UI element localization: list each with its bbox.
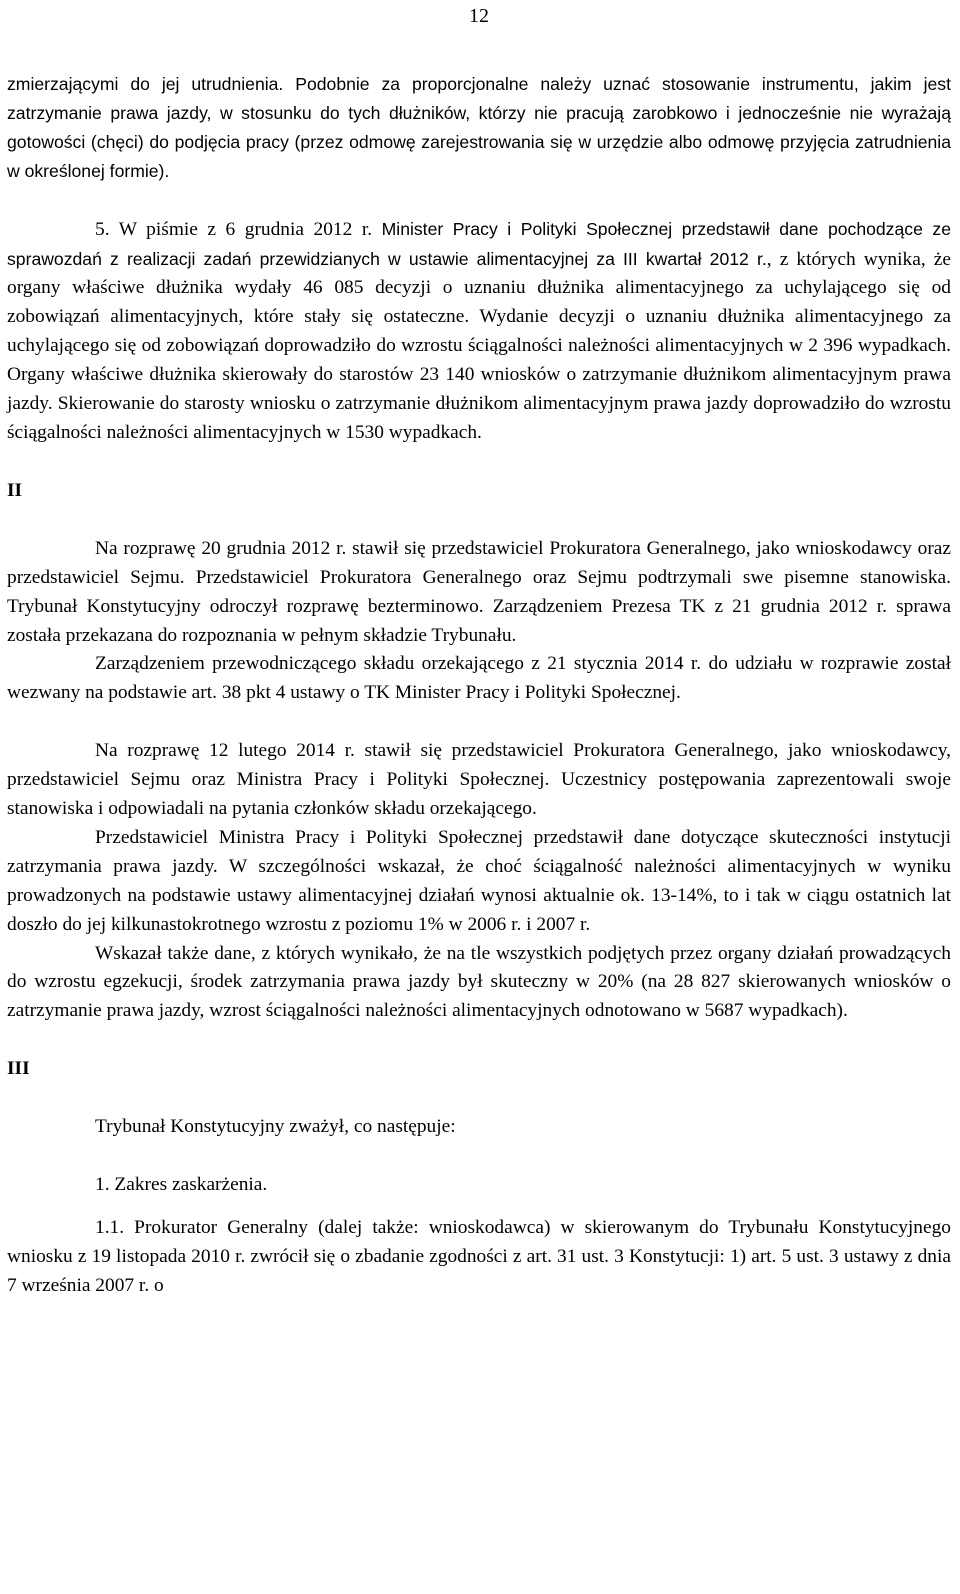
- paragraph-tribunal-considered: Trybunał Konstytucyjny zważył, co następuje:: [95, 1116, 456, 1138]
- paragraph-ministry-report: Minister Pracy i Polityki Społecznej przedstawił dane pochodzące ze sprawozdań z realizacji zadań przewidzianych w ustawie alimentacyjnej za III kwartał 2012 r.: [7, 218, 951, 269]
- paragraph-order-2014: Zarządzeniem przewodniczącego składu orzekającego z 21 stycznia 2014 r. do udziału w rozprawie został wezwany na podstawie art. 38 pkt 4 ustawy o TK Minister Pracy i Polityki Społecznej.: [7, 653, 951, 704]
- paragraph-lead-date: 5. W piśmie z 6 grudnia 2012 r.: [95, 218, 373, 240]
- subheading-scope: 1. Zakres zaskarżenia.: [95, 1174, 268, 1196]
- paragraph-hearing-2014: Na rozprawę 12 lutego 2014 r. stawił się przedstawiciel Prokuratora Generalnego, jako wnioskodawcy, przedstawiciel Sejmu oraz Ministra Pracy i Polityki Społecznej. Uczestnicy postępowania zaprezentowali swoje stanowiska i odpowiadali na pytania członków składu orzekającego.: [7, 740, 951, 820]
- paragraph-hearing-2012: Na rozprawę 20 grudnia 2012 r. stawił się przedstawiciel Prokuratora Generalnego, jako wnioskodawcy oraz przedstawiciel Sejmu. Przedstawiciel Prokuratora Generalnego oraz Sejmu podtrzymali swe pisemne stanowiska. Trybunał Konstytucyjny odroczył rozprawę bezterminowo. Zarządzeniem Prezesa TK z 21 grudnia 2012 r. sprawa została przekazana do rozpoznania w pełnym składzie Trybunału.: [7, 537, 951, 646]
- paragraph-minister-data: Przedstawiciel Ministra Pracy i Polityki Społecznej przedstawił dane dotyczące skuteczności instytucji zatrzymania prawa jazdy. W szczególności wskazał, że choć ściągalność należności alimentacyjnych w wyniku prowadzonych na podstawie ustawy alimentacyjnej działań wynosi aktualnie ok. 13-14%, to i tak w ciągu ostatnich lat doszło do jej kilkunastokrotnego wzrostu z poziomu 1% w 2006 r. i 2007 r.: [7, 826, 951, 935]
- section-heading-iii: III: [7, 1058, 30, 1080]
- paragraph-scope-1-1: 1.1. Prokurator Generalny (dalej także: wnioskodawca) w skierowanym do Trybunału Konstytucyjnego wniosku z 19 listopada 2010 r. zwrócił się o zbadanie zgodności z art. 31 ust. 3 Konstytucji: 1) art. 5 ust. 3 ustawy z dnia 7 września 2007 r. o: [7, 1217, 951, 1296]
- document-body: [7, 70, 951, 1301]
- page-number: 12: [469, 5, 489, 27]
- paragraph-continuation: zmierzającymi do jej utrudnienia. Podobnie za proporcjonalne należy uznać stosowanie instrumentu, jakim jest zatrzymanie prawa jazdy, w stosunku do tych dłużników, którzy nie pracują zarobkowo i jednocześnie nie wyrażają gotowości (chęci) do podjęcia pracy (przez odmowę zarejestrowania się w urzędzie albo odmowę przyjęcia zatrudnienia w określonej formie).: [7, 74, 951, 181]
- section-heading-ii: II: [7, 479, 23, 501]
- paragraph-effectiveness: Wskazał także dane, z których wynikało, że na tle wszystkich podjętych przez organy działań prowadzących do wzrostu egzekucji, środek zatrzymania prawa jazdy był skuteczny w 20% (na 28 827 skierowanych wniosków o zatrzymanie prawa jazdy, wzrost ściągalności należności alimentacyjnych odnotowano w 5687 wypadkach).: [7, 942, 951, 1022]
- paragraph-ministry-data: [7, 215, 951, 448]
- paragraph-ministry-figures: , z których wynika, że organy właściwe dłużnika wydały 46 085 decyzji o uznaniu dłużnika alimentacyjnego za uchylającego się od zobowiązań alimentacyjnych, które stały się ostateczne. Wydanie decyzji o uznaniu dłużnika alimentacyjnego za uchylającego się od zobowiązań doprowadziło do wzrostu ściągalności należności alimentacyjnych w 2 396 wypadkach. Organy właściwe dłużnika skierowały do starostów 23 140 wniosków o zatrzymanie dłużnikom alimentacyjnym prawa jazdy. Skierowanie do starosty wniosku o zatrzymanie dłużnikom alimentacyjnym prawa jazdy doprowadziło do wzrostu ściągalności należności alimentacyjnych w 1530 wypadkach.: [7, 248, 951, 443]
